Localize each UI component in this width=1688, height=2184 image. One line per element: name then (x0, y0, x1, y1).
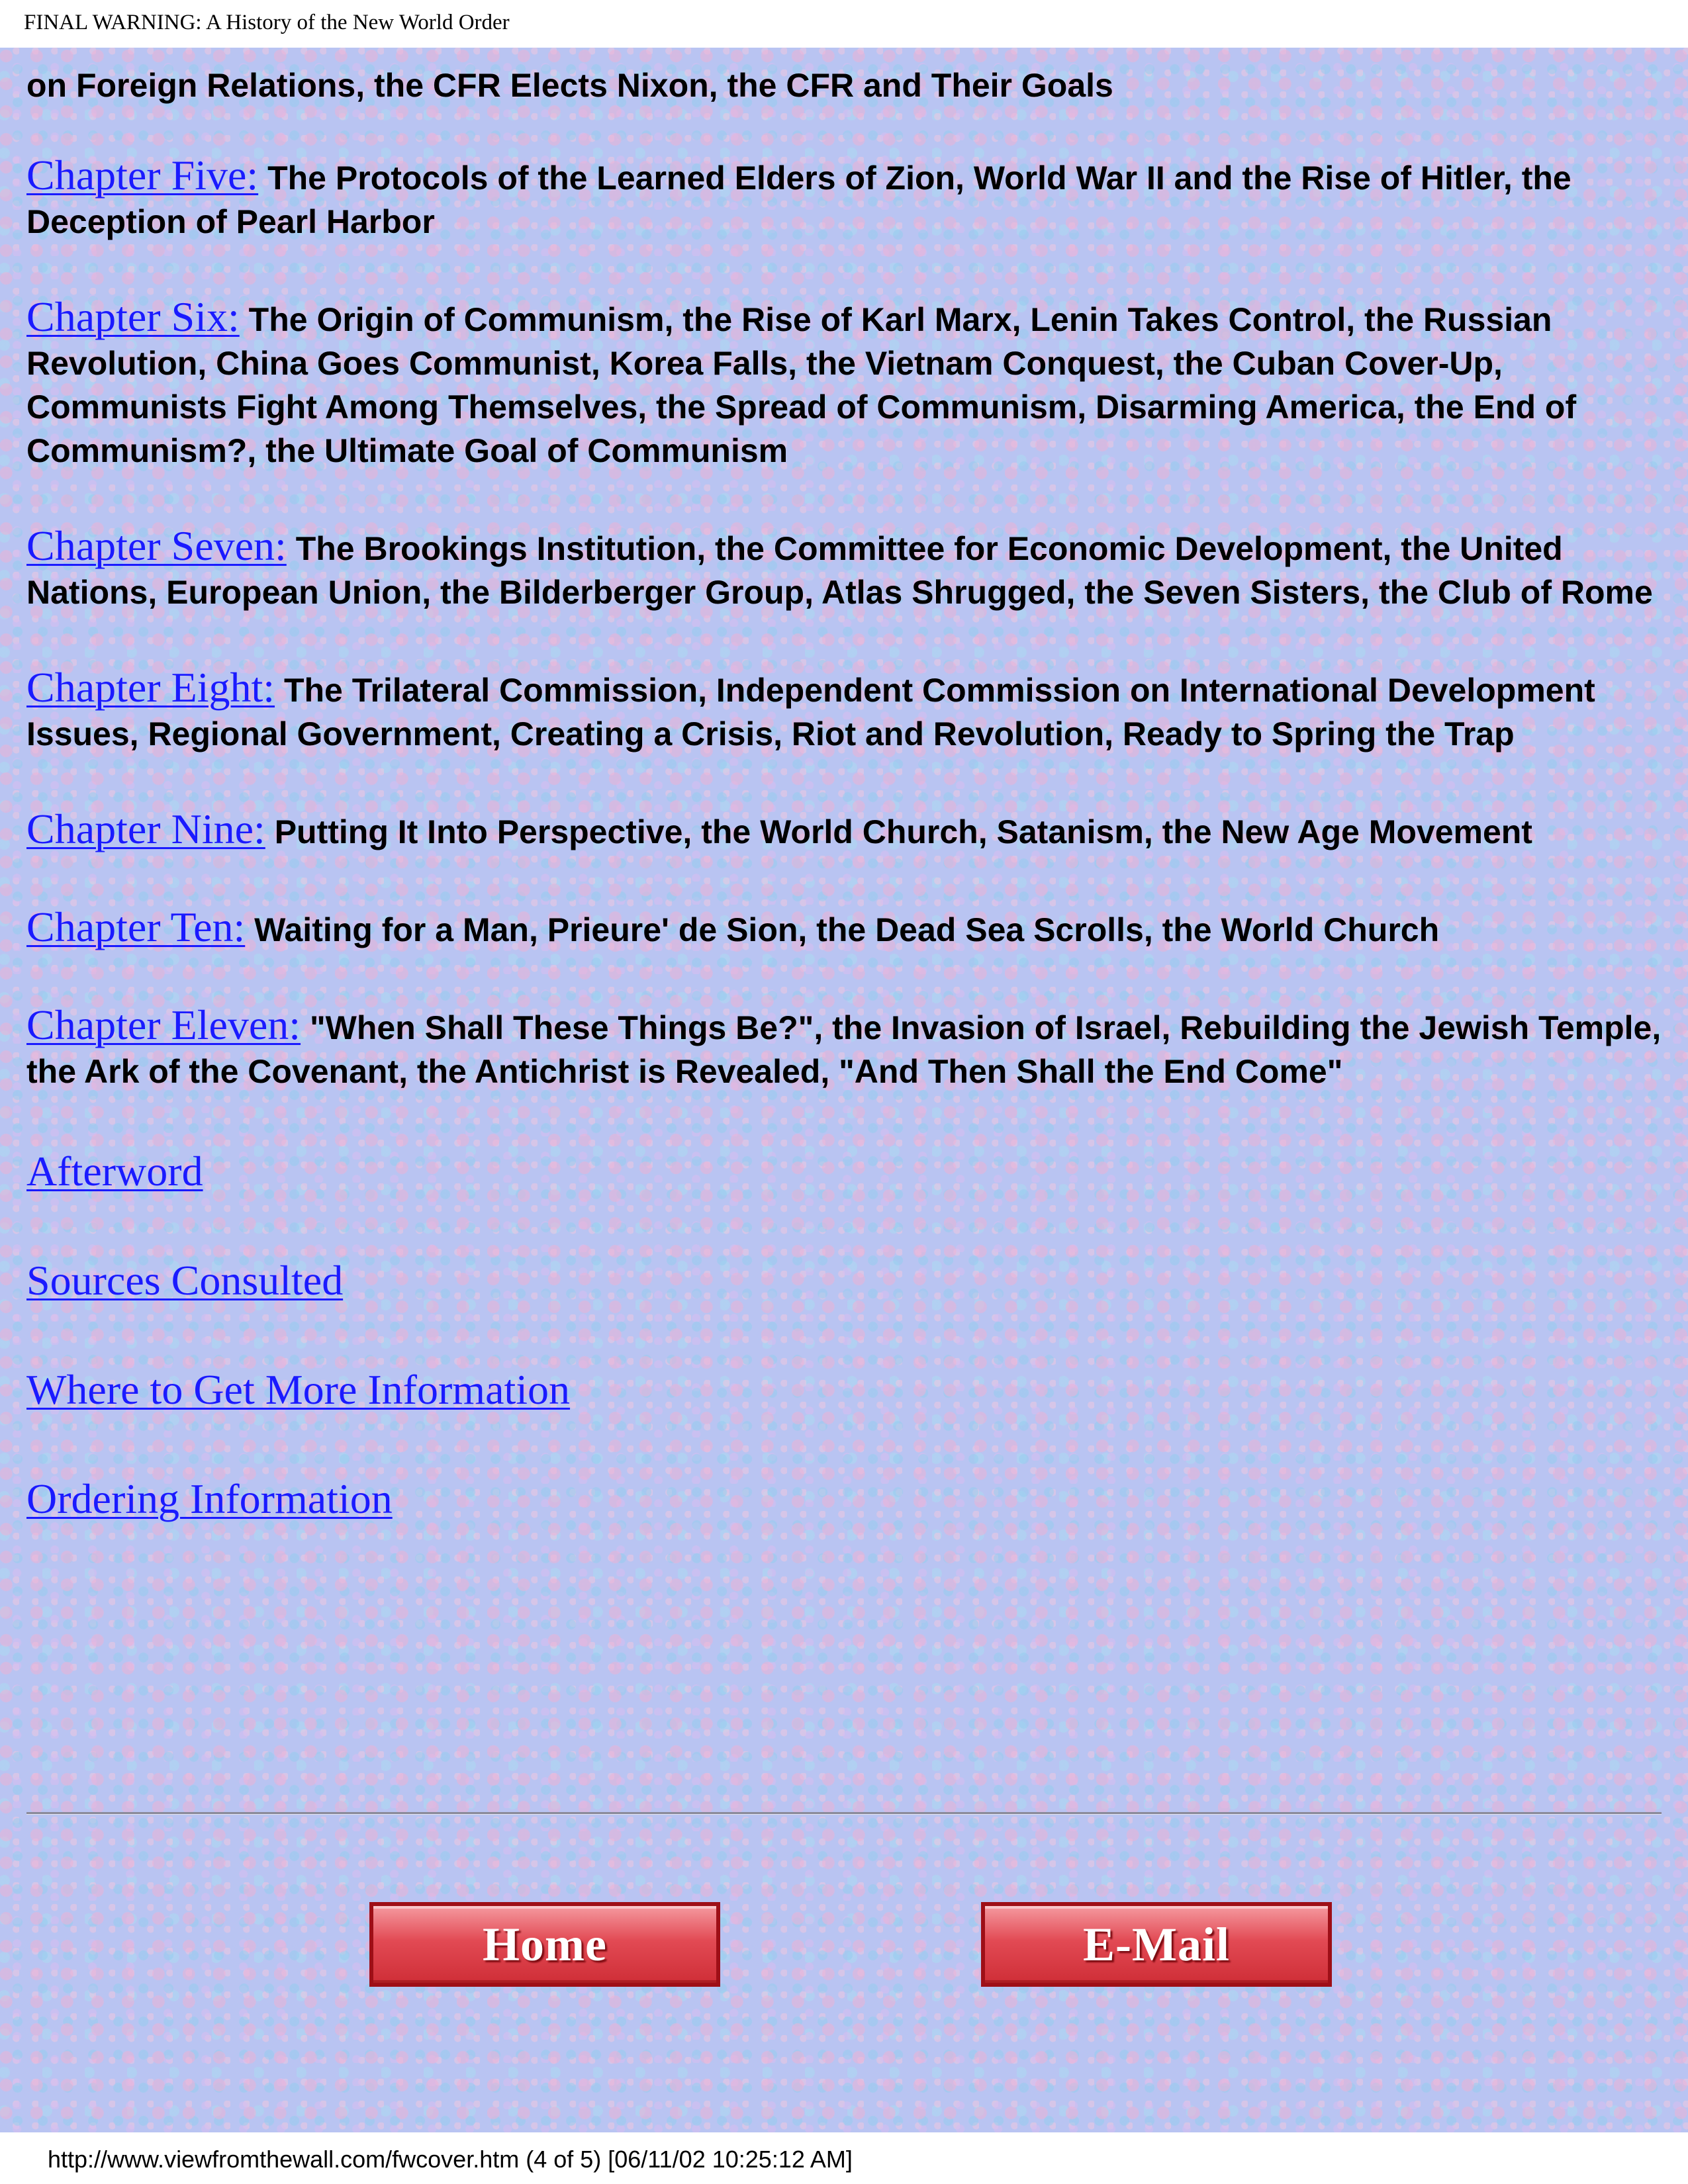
email-button[interactable] (981, 1902, 1332, 1987)
ordering-information-link[interactable]: Ordering Information (26, 1475, 393, 1522)
chapter-entry-nine (26, 807, 1668, 854)
chapter-five-description: The Protocols of the Learned Elders of Zion, World War II and the Rise of Hitler, the Deception of Pearl Harbor (26, 159, 1571, 240)
chapter-entry-ten (26, 905, 1668, 952)
home-button[interactable] (369, 1902, 720, 1987)
chapter-entry-six (26, 295, 1668, 473)
chapter-seven-link[interactable]: Chapter Seven: (26, 522, 287, 569)
home-button-label: Home (483, 1917, 607, 1971)
print-header (0, 0, 1688, 48)
chapter-eleven-link[interactable]: Chapter Eleven: (26, 1001, 301, 1048)
print-footer-url: http://www.viewfromthewall.com/fwcover.htm (4 of 5) [06/11/02 10:25:12 AM] (48, 2146, 853, 2173)
more-information-link[interactable]: Where to Get More Information (26, 1366, 571, 1413)
horizontal-divider (26, 1812, 1662, 1815)
chapter-nine-link[interactable]: Chapter Nine: (26, 805, 265, 852)
email-button-label: E-Mail (1083, 1917, 1230, 1971)
chapter-entry-seven (26, 524, 1668, 614)
print-header-title: FINAL WARNING: A History of the New World Order (24, 11, 510, 34)
chapter-ten-link[interactable]: Chapter Ten: (26, 903, 246, 950)
chapter-eight-link[interactable]: Chapter Eight: (26, 664, 275, 711)
continuation-text: on Foreign Relations, the CFR Elects Nixon, the CFR and Their Goals (26, 67, 1113, 104)
chapter-six-link[interactable]: Chapter Six: (26, 293, 240, 340)
chapter-seven-description: The Brookings Institution, the Committee for Economic Development, the United Nations, European Union, the Bilderberger Group, Atlas Shrugged, the Seven Sisters, the Club of Rome (26, 530, 1653, 611)
chapter-six-description: The Origin of Communism, the Rise of Karl Marx, Lenin Takes Control, the Russian Revolution, China Goes Communist, Korea Falls, the Vietnam Conquest, the Cuban Cover-Up, Communists Fight Among Themselves, the Spread of Communism, Disarming America, the End of Communism?, the Ultimate Goal of Communism (26, 301, 1577, 469)
chapter-entry-five (26, 154, 1668, 244)
chapter-five-link[interactable]: Chapter Five: (26, 152, 259, 199)
print-footer (0, 2132, 1688, 2184)
chapter-nine-description: Putting It Into Perspective, the World Church, Satanism, the New Age Movement (274, 813, 1532, 850)
table-of-contents (26, 64, 1668, 1582)
afterword-link[interactable]: Afterword (26, 1148, 203, 1195)
chapter-entry-eleven (26, 1003, 1668, 1093)
chapter-eleven-description: "When Shall These Things Be?", the Invasion of Israel, Rebuilding the Jewish Temple, the Ark of the Covenant, the Antichrist is Revealed, "And Then Shall the End Come" (26, 1009, 1662, 1090)
chapter-ten-description: Waiting for a Man, Prieure' de Sion, the Dead Sea Scrolls, the World Church (254, 911, 1440, 948)
sources-consulted-link[interactable]: Sources Consulted (26, 1257, 344, 1304)
page-body (0, 48, 1688, 2132)
chapter-eight-description: The Trilateral Commission, Independent Commission on International Development Issues, Regional Government, Creating a Crisis, Riot and Revolution, Ready to Spring the Trap (26, 672, 1595, 752)
chapter-entry-eight (26, 666, 1668, 756)
